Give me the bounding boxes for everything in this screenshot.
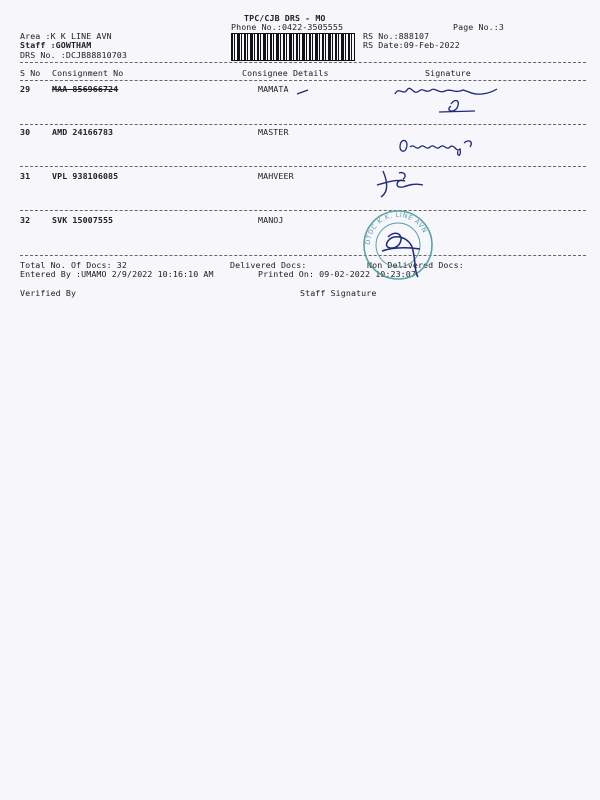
document-title: TPC/CJB DRS - MO bbox=[244, 13, 326, 23]
row-sno: 32 bbox=[20, 215, 31, 225]
row-consignee: MAHVEER bbox=[258, 171, 294, 181]
verified-by-label: Verified By bbox=[20, 288, 77, 298]
row-consignment: SVK 15007555 bbox=[52, 215, 114, 225]
row-sno: 29 bbox=[20, 84, 31, 94]
non-delivered-docs: Non Delivered Docs: bbox=[367, 260, 464, 270]
row-divider bbox=[20, 166, 586, 167]
rs-number: RS No.:888107 bbox=[363, 31, 430, 41]
signature-row-31 bbox=[375, 167, 435, 199]
column-header-divider bbox=[20, 80, 586, 81]
signature-row-30 bbox=[398, 133, 478, 159]
staff-label: Staff :GOWTHAM bbox=[20, 40, 92, 50]
row-sno: 31 bbox=[20, 171, 31, 181]
row-consignee: MAMATA bbox=[258, 84, 289, 94]
printed-on: Printed On: 09-02-2022 10:23:07 bbox=[258, 269, 416, 279]
pen-mark bbox=[296, 88, 310, 96]
row-consignment: AMD 24166783 bbox=[52, 127, 114, 137]
phone-number: Phone No.:0422-3505555 bbox=[231, 22, 344, 32]
barcode bbox=[231, 33, 355, 61]
stamp-text: DTDC K.K. LINE AVN bbox=[363, 210, 429, 246]
total-docs: Total No. Of Docs: 32 bbox=[20, 260, 127, 270]
row-consignment: VPL 938106085 bbox=[52, 171, 119, 181]
header-divider bbox=[20, 62, 586, 63]
table-bottom-divider bbox=[20, 255, 586, 256]
delivery-stamp bbox=[360, 207, 436, 283]
delivered-docs: Delivered Docs: bbox=[230, 260, 307, 270]
row-consignee: MANOJ bbox=[258, 215, 284, 225]
row-divider bbox=[20, 210, 586, 211]
column-header-consignment: Consignment No bbox=[52, 68, 124, 78]
column-header-sno: S No bbox=[20, 68, 41, 78]
row-sno: 30 bbox=[20, 127, 31, 137]
signature-row-29 bbox=[393, 82, 503, 120]
page-number: Page No.:3 bbox=[453, 22, 504, 32]
staff-signature-label: Staff Signature bbox=[300, 288, 377, 298]
area-label: Area :K K LINE AVN bbox=[20, 31, 112, 41]
rs-date: RS Date:09-Feb-2022 bbox=[363, 40, 460, 50]
column-header-consignee: Consignee Details bbox=[242, 68, 329, 78]
drs-number: DRS No. :DCJB88810703 bbox=[20, 50, 127, 60]
row-consignee: MASTER bbox=[258, 127, 289, 137]
entered-by: Entered By :UMAMO 2/9/2022 10:16:10 AM bbox=[20, 269, 214, 279]
column-header-signature: Signature bbox=[425, 68, 471, 78]
row-divider bbox=[20, 124, 586, 125]
row-consignment: MAA 856966724 bbox=[52, 84, 119, 94]
